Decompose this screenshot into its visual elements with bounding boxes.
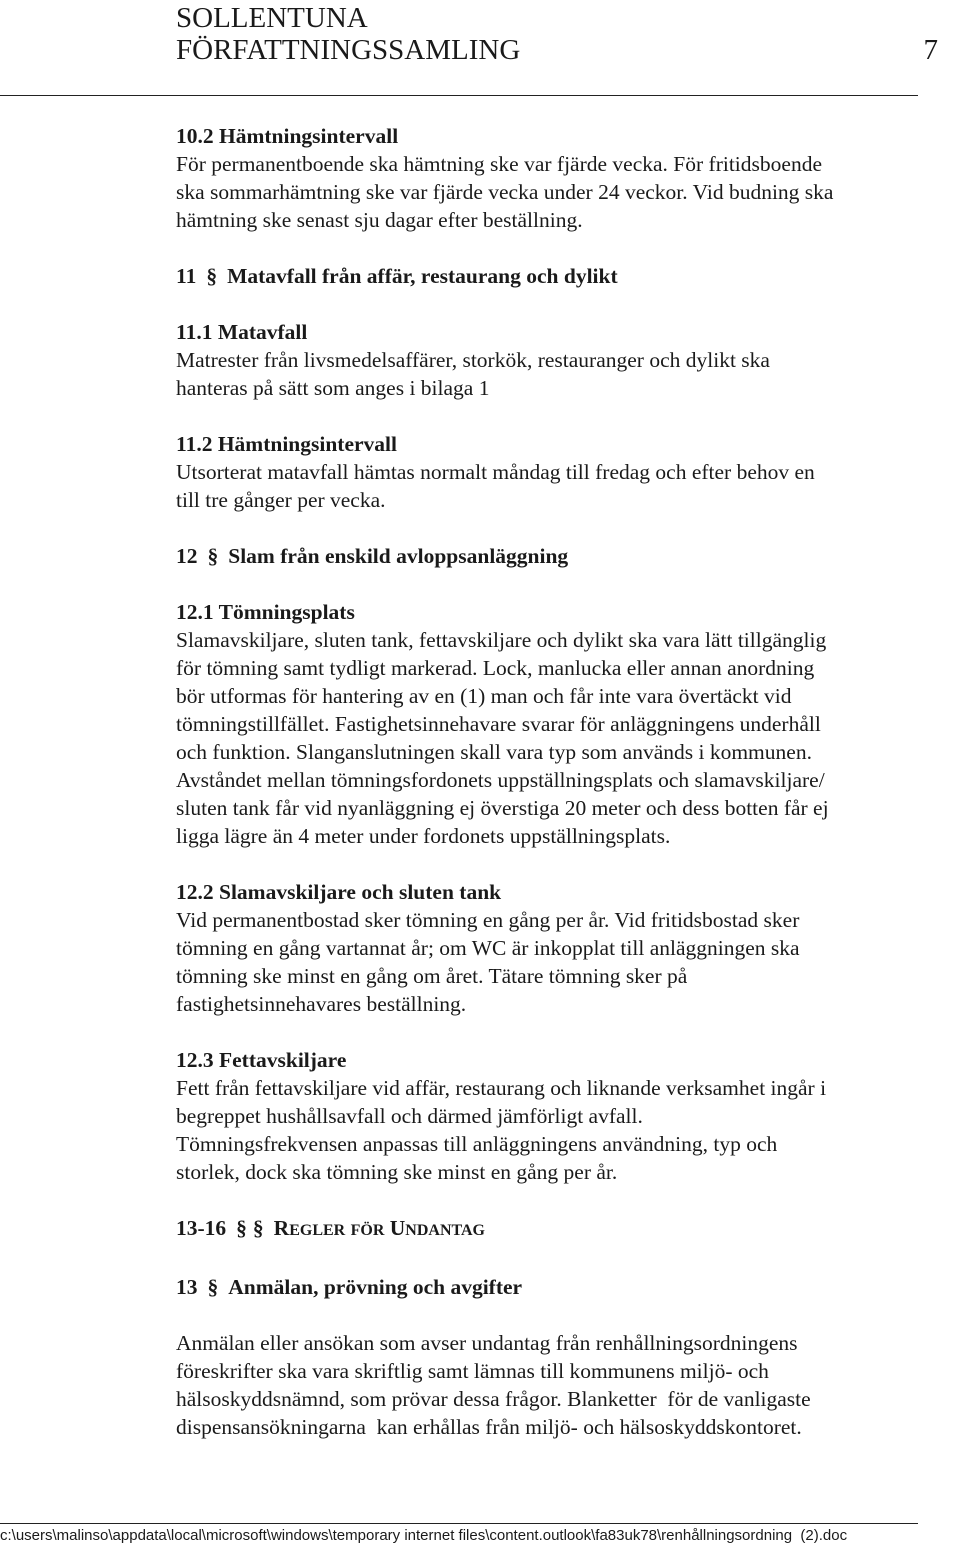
section-12-1-line: bör utformas för hantering av en (1) man och får inte vara övertäckt vid [176, 684, 792, 708]
section-title-text: Matavfall från affär, restaurang och dylikt [227, 264, 618, 288]
paragraph-symbol: § [207, 544, 219, 568]
section-12-3-line: begreppet hushållsavfall och därmed jämförligt avfall. [176, 1104, 643, 1128]
title-word-cap: R [273, 1216, 290, 1240]
section-title-text: Slam från enskild avloppsanläggning [228, 544, 569, 568]
section-10-2-line: hämtning ske senast sju dagar efter beställning. [176, 208, 583, 232]
section-number: 13 [176, 1275, 198, 1299]
section-12-3-line: Fett från fettavskiljare vid affär, restaurang och liknande verksamhet ingår i [176, 1076, 827, 1100]
paragraph-symbol: § [206, 264, 218, 288]
header-divider [0, 95, 918, 96]
section-13-line: Anmälan eller ansökan som avser undantag från renhållningsordningens [176, 1331, 798, 1355]
section-13-title [176, 1273, 916, 1301]
footer-file-path: c:\users\malinso\appdata\local\microsoft\windows\temporary internet files\content.outlook\fa83uk78\renhållningsordning (2).doc [0, 1527, 848, 1544]
section-10-2-heading: 10.2 Hämtningsintervall [176, 124, 399, 148]
section-11-1-heading: 11.1 Matavfall [176, 320, 308, 344]
section-12-3-heading: 12.3 Fettavskiljare [176, 1048, 347, 1072]
section-12-2-line: tömning en gång vartannat år; om WC är inkopplat till anläggningen ska [176, 936, 800, 960]
paragraph-symbol: § [252, 1216, 264, 1240]
title-word: FÖR [350, 1222, 385, 1239]
title-word-rest: NDANTAG [405, 1222, 485, 1239]
section-10-2-line: För permanentboende ska hämtning ske var fjärde vecka. För fritidsboende [176, 152, 822, 176]
section-12-1-line: Slamavskiljare, sluten tank, fettavskiljare och dylikt ska vara lätt tillgänglig [176, 628, 827, 652]
section-12-1-line: tömningstillfället. Fastighetsinnehavare svarar för anläggningens underhåll [176, 712, 821, 736]
section-number: 12 [176, 544, 198, 568]
section-12-1-line: Avståndet mellan tömningsfordonets uppställningsplats och slamavskiljare/ [176, 768, 825, 792]
section-12-1-line: och funktion. Slanganslutningen skall vara typ som används i kommunen. [176, 740, 812, 764]
section-title-text: Anmälan, prövning och avgifter [228, 1275, 523, 1299]
section-12-2-line: Vid permanentbostad sker tömning en gång per år. Vid fritidsbostad sker [176, 908, 800, 932]
paragraph-symbol: § [207, 1275, 219, 1299]
section-11-2-heading: 11.2 Hämtningsintervall [176, 432, 397, 456]
section-12-2-line: fastighetsinnehavares beställning. [176, 992, 467, 1016]
section-number: 11 [176, 264, 197, 288]
title-word-cap: U [389, 1216, 406, 1240]
section-number: 13-16 [176, 1216, 227, 1240]
section-10-2-line: ska sommarhämtning ske var fjärde vecka under 24 veckor. Vid budning ska [176, 180, 834, 204]
section-11-2-line: till tre gånger per vecka. [176, 488, 386, 512]
section-12-1-line: ligga lägre än 4 meter under fordonets uppställningsplats. [176, 824, 671, 848]
page-number: 7 [923, 34, 938, 66]
section-12-3-line: Tömningsfrekvensen anpassas till anläggningens användning, typ och [176, 1132, 778, 1156]
header-title-line2: FÖRFATTNINGSSAMLING [176, 34, 521, 66]
section-12-title [176, 542, 916, 570]
section-13-16-title [176, 1214, 916, 1245]
section-12-1-line: för tömning samt tydligt markerad. Lock, manlucka eller annan anordning [176, 656, 815, 680]
section-12-3-line: storlek, dock ska tömning ske minst en gång per år. [176, 1160, 618, 1184]
section-12-2-heading: 12.2 Slamavskiljare och sluten tank [176, 880, 502, 904]
section-13-line: föreskrifter ska vara skriftlig samt lämnas till kommunens miljö- och [176, 1359, 769, 1383]
section-12-2-line: tömning ske minst en gång om året. Tätare tömning sker på [176, 964, 688, 988]
section-12-1-heading: 12.1 Tömningsplats [176, 600, 355, 624]
section-11-title [176, 262, 916, 290]
document-body [176, 122, 916, 1441]
section-11-1-line: hanteras på sätt som anges i bilaga 1 [176, 376, 490, 400]
paragraph-symbol: § [236, 1216, 247, 1240]
section-11-2-line: Utsorterat matavfall hämtas normalt måndag till fredag och efter behov en [176, 460, 815, 484]
document-header-title [176, 2, 520, 66]
title-word-rest: EGLER [289, 1222, 346, 1239]
section-11-1-line: Matrester från livsmedelsaffärer, storkök, restauranger och dylikt ska [176, 348, 770, 372]
section-13-line: hälsoskyddsnämnd, som prövar dessa frågor. Blanketter för de vanligaste [176, 1387, 811, 1411]
footer-divider [0, 1523, 918, 1524]
section-12-1-line: sluten tank får vid nyanläggning ej överstiga 20 meter och dess botten får ej [176, 796, 829, 820]
section-13-line: dispensansökningarna kan erhållas från miljö- och hälsoskyddskontoret. [176, 1415, 802, 1439]
header-title-line1: SOLLENTUNA [176, 2, 368, 34]
